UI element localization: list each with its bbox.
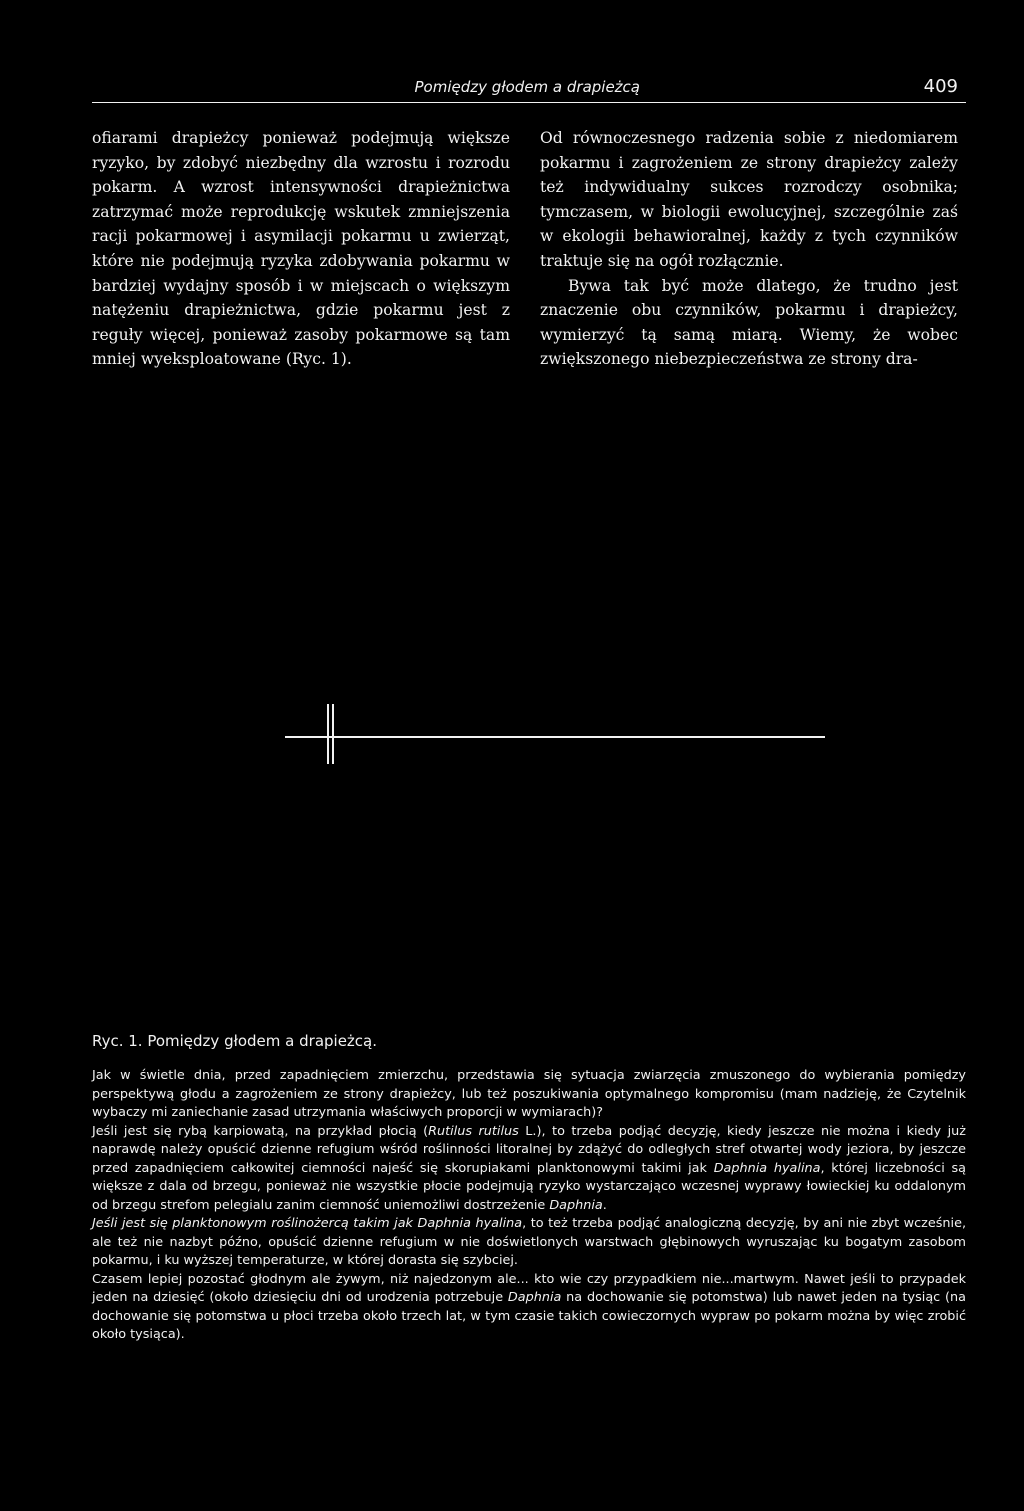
caption-paragraph (92, 1123, 966, 1216)
right-column (540, 126, 958, 372)
running-title: Pomiędzy głodem a drapieżcą (414, 78, 640, 96)
caption-italic-text: Jeśli jest się planktonowym roślinożercą takim jak Daphnia hyalina (92, 1216, 523, 1231)
left-paragraph: ofiarami drapieżcy ponieważ podejmują większe ryzyko, by zdobyć niezbędny dla wzrostu i rozrodu pokarm. A wzrost intensywności drapieżnictwa zatrzymać może reprodukcję wskutek zmniejszenia racji pokarmowej i asymilacji pokarmu u zwierząt, które nie podejmują ryzyka zdobywania pokarmu w bardziej wydajny sposób i w miejscach o większym natężeniu drapieżnictwa, gdzie pokarmu jest z reguły więcej, ponieważ zasoby pokarmowe są tam mniej wyeksploatowane (Ryc. 1). (92, 129, 510, 369)
left-column (92, 126, 510, 372)
right-paragraph-1: Od równoczesnego radzenia sobie z niedomiarem pokarmu i zagrożeniem ze strony drapieżcy zależy też indywidualny sukces rozrodczy osobnika; tymczasem, w biologii ewolucyjnej, szczególnie zaś w ekologii behawioralnej, każdy z tych czynników traktuje się na ogół rozłącznie. (540, 129, 958, 270)
caption-text: Jak w świetle dnia, przed zapadnięciem zmierzchu, przedstawia się sytuacja zwiarzęcia zmuszonego do wybierania pomiędzy perspektywą głodu a zagrożeniem ze strony drapieżcy, lub też poszukiwania optymalnego kompromisu (mam nadzieję, że Czytelnik wybaczy mi zaniechanie zasad utrzymania właściwych proporcji w wymiarach)? (92, 1068, 966, 1120)
page-number: 409 (923, 76, 958, 97)
caption-italic-text: Daphnia (507, 1290, 562, 1305)
caption-text: , to też trzeba podjąć analogiczną decyzję, by ani nie zbyt wcześnie, ale też nie nazbyt późno, opuścić dzienne refugium w nie doświetlonych warstwach głębinowych wyruszając ku bogatym zasobom pokarmu, i ku wyższej temperaturze, w której dorasta się szybciej. (92, 1216, 967, 1268)
caption-paragraph (92, 1067, 966, 1123)
caption-text: na dochowanie się potomstwa) lub nawet jeden na tysiąc (na dochowanie się potomstwa u płoci trzeba około trzech lat, w tym czasie takich cowieczornych wypraw po pokarm można by więc zrobić około tysiąca). (92, 1290, 966, 1342)
figure-caption (92, 1067, 966, 1345)
caption-text: L.), to trzeba podjąć decyzję, kiedy jeszcze nie można i kiedy już naprawdę należy opuścić dzienne refugium wśród roślinności litoralnej by zdążyć do odległych stref otwartej wody jeziora, by jeszcze przed zapadnięciem całkowitej ciemności najeść się skorupiakami planktonowymi takimi jak (92, 1123, 966, 1176)
caption-text: , której liczebności są większe z dala od brzegu, ponieważ nie wszystkie płocie podejmują ryzyko wystarczająco wczesnej wyprawy łowieckiej ku oddalonym od brzegu strefom pelegialu zanim ciemność uniemożliwi dostrzeżenie (92, 1160, 967, 1213)
caption-paragraph (92, 1215, 966, 1271)
figure-vertical-line (327, 704, 329, 764)
figure-horizontal-line (285, 736, 825, 738)
caption-text: . (602, 1197, 607, 1213)
right-paragraph-2: Bywa tak być może dlatego, że trudno jest znaczenie obu czynników, pokarmu i drapieżcy, wymierzyć tą samą miarą. Wiemy, że wobec zwiększonego niebezpieczeństwa ze strony dra- (540, 276, 958, 369)
caption-italic-text: Daphnia (549, 1197, 603, 1213)
page-header (92, 78, 966, 103)
caption-italic-text: Daphnia hyalina (713, 1160, 821, 1176)
caption-text: Jeśli jest się rybą karpiowatą, na przykład płocią ( (92, 1123, 429, 1139)
caption-text: Czasem lepiej pozostać głodnym ale żywym, niż najedzonym ale... kto wie czy przypadkiem nie...martwym. Nawet jeśli to przypadek jeden na dziesięć (około dziesięciu dni od urodzenia potrzebuje (92, 1271, 966, 1305)
figure-illustration (285, 704, 825, 764)
caption-italic-text: Rutilus rutilus (428, 1123, 519, 1139)
figure-caption-title: Ryc. 1. Pomiędzy głodem a drapieżcą. (92, 1032, 378, 1050)
caption-paragraph (92, 1271, 966, 1345)
figure-vertical-line (332, 704, 334, 764)
